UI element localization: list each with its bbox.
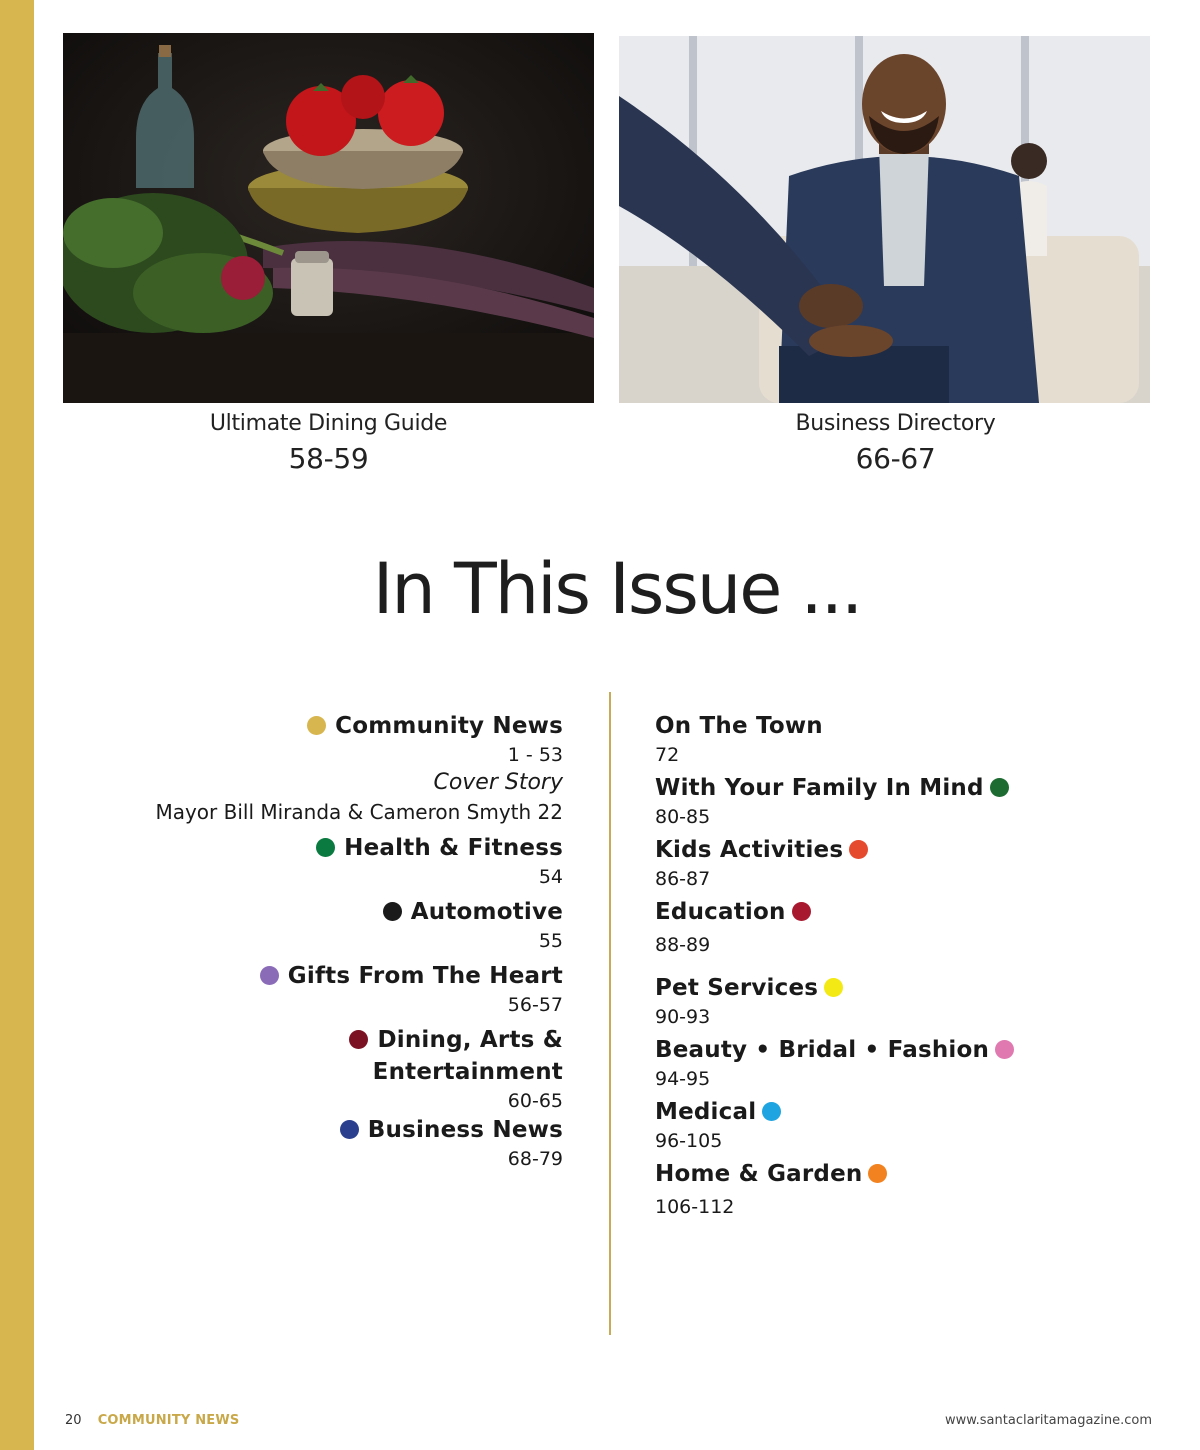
section-pages: 96-105	[655, 1130, 723, 1152]
toc-left-column	[103, 710, 563, 1172]
toc-entry-education[interactable]	[655, 896, 1115, 958]
toc-entry-dining-arts[interactable]	[103, 1024, 563, 1114]
color-dot	[868, 1164, 887, 1183]
toc-entry-automotive[interactable]	[103, 896, 563, 954]
feature-pages: 66-67	[855, 442, 936, 475]
gold-side-bar	[0, 0, 34, 1450]
color-dot	[792, 902, 811, 921]
section-pages: 55	[538, 930, 563, 952]
toc-entry-kids[interactable]	[655, 834, 1115, 892]
toc-entry-cover-story[interactable]	[103, 768, 563, 826]
section-pages: 60-65	[507, 1090, 563, 1112]
toc-entry-on-the-town[interactable]	[655, 710, 1115, 768]
section-title: Beauty • Bridal • Fashion	[655, 1037, 990, 1063]
section-title: Kids Activities	[655, 837, 844, 863]
dining-photo	[63, 33, 594, 403]
color-dot	[349, 1030, 368, 1049]
color-dot	[260, 966, 279, 985]
feature-pages: 58-59	[288, 442, 369, 475]
page-heading: In This Issue ...	[372, 548, 862, 630]
feature-title: Ultimate Dining Guide	[209, 411, 448, 436]
section-pages: 1 - 53	[507, 744, 563, 766]
color-dot	[824, 978, 843, 997]
feature-dining-caption	[63, 411, 594, 475]
section-title: Automotive	[410, 899, 563, 925]
section-pages: 80-85	[655, 806, 711, 828]
section-pages: 94-95	[655, 1068, 711, 1090]
section-title: Pet Services	[655, 975, 819, 1001]
toc-entry-health-fitness[interactable]	[103, 832, 563, 890]
section-pages: 86-87	[655, 868, 711, 890]
color-dot	[340, 1120, 359, 1139]
toc-entry-pet-services[interactable]	[655, 972, 1115, 1030]
toc-entry-family[interactable]	[655, 772, 1115, 830]
color-dot	[307, 716, 326, 735]
business-photo	[619, 36, 1150, 403]
color-dot	[990, 778, 1009, 797]
section-pages: 90-93	[655, 1006, 711, 1028]
section-title: Medical	[655, 1099, 757, 1125]
section-title: With Your Family In Mind	[655, 775, 984, 801]
footer-left	[65, 1413, 240, 1428]
toc-entry-home-garden[interactable]	[655, 1158, 1115, 1220]
toc-entry-gifts[interactable]	[103, 960, 563, 1018]
section-pages: 68-79	[507, 1148, 563, 1170]
cover-story-text: Mayor Bill Miranda & Cameron Smyth 22	[155, 800, 563, 824]
section-title-line2: Entertainment	[372, 1059, 563, 1085]
toc-entry-medical[interactable]	[655, 1096, 1115, 1154]
toc-entry-community-news[interactable]	[103, 710, 563, 768]
section-title: Home & Garden	[655, 1161, 863, 1187]
section-pages: 88-89	[655, 934, 711, 956]
cover-story-label: Cover Story	[433, 770, 563, 795]
color-dot	[995, 1040, 1014, 1059]
section-pages: 72	[655, 744, 680, 766]
color-dot	[849, 840, 868, 859]
column-divider	[609, 692, 611, 1335]
magazine-name: COMMUNITY NEWS	[97, 1413, 240, 1428]
section-pages: 106-112	[655, 1196, 735, 1218]
color-dot	[762, 1102, 781, 1121]
feature-title: Business Directory	[795, 411, 996, 436]
section-title: Education	[655, 899, 786, 925]
section-pages: 56-57	[507, 994, 563, 1016]
section-title: On The Town	[655, 713, 823, 739]
section-pages: 54	[538, 866, 563, 888]
color-dot	[316, 838, 335, 857]
toc-right-column	[655, 710, 1115, 1220]
section-title: Gifts From The Heart	[287, 963, 563, 989]
page-number: 20	[65, 1413, 82, 1428]
color-dot	[383, 902, 402, 921]
section-title: Community News	[335, 713, 563, 739]
toc-entry-beauty[interactable]	[655, 1034, 1115, 1092]
toc-entry-business-news[interactable]	[103, 1114, 563, 1172]
section-title: Business News	[367, 1117, 563, 1143]
feature-business-caption	[630, 411, 1161, 475]
section-title: Dining, Arts &	[377, 1027, 563, 1053]
section-title: Health & Fitness	[344, 835, 563, 861]
website-link[interactable]: www.santaclaritamagazine.com	[944, 1413, 1152, 1428]
